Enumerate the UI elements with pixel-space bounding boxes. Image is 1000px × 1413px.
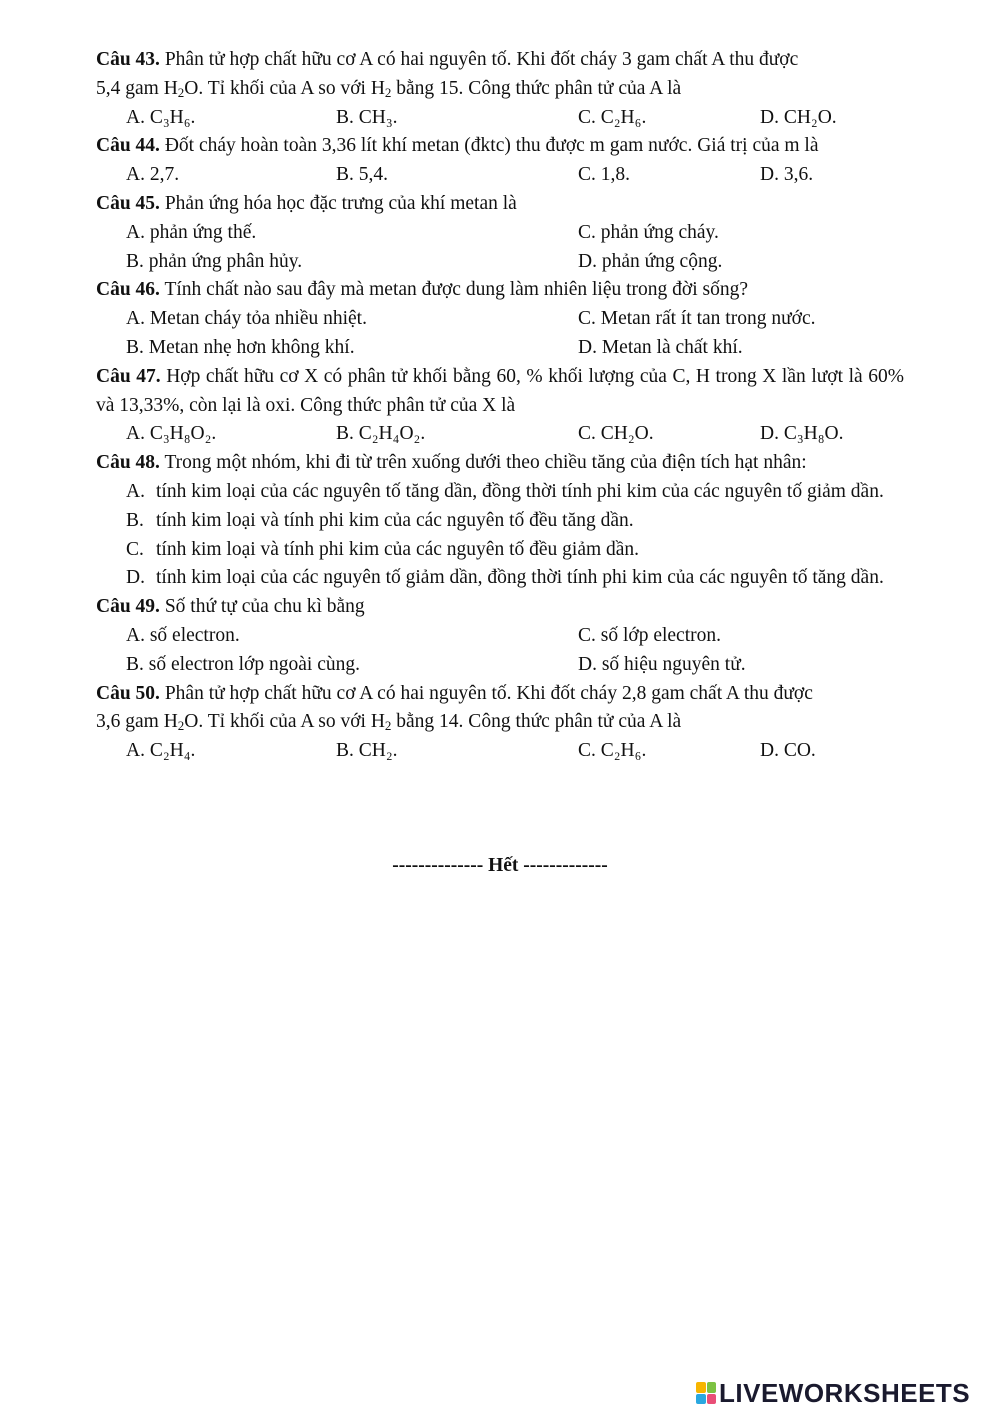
option-b[interactable]: B. 5,4. [336,164,389,186]
question-text: 5,4 gam H [96,77,178,99]
options-row [96,420,904,449]
option-d[interactable]: D. CO. [760,740,816,762]
question-47 [96,363,904,421]
option-d[interactable] [96,564,904,593]
question-number: Câu 48. [96,452,160,474]
option-d[interactable]: D. số hiệu nguyên tử. [578,653,746,675]
question-text: Hợp chất hữu cơ X có phân tử khối bằng 60, % khối lượng của C, H trong X lần lượt là 60% và 13,33%, còn lại là oxi. Công thức phân tử của X là [96,365,904,416]
question-text: bằng 15. Công thức phân tử của A là [391,77,682,99]
question-49 [96,593,904,622]
option-d[interactable]: D. CH₂O. [760,106,837,128]
question-number: Câu 44. [96,135,160,157]
logo-square [696,1382,706,1393]
options-row [96,737,904,766]
options-row [96,219,904,248]
option-c[interactable] [96,536,904,565]
subscript: 2 [384,84,392,100]
option-c[interactable]: C. Metan rất ít tan trong nước. [578,308,816,330]
option-d[interactable]: D. 3,6. [760,164,814,186]
option-a[interactable] [96,478,904,507]
option-label: D. [126,567,145,589]
option-a[interactable]: A. số electron. [126,624,240,646]
question-text: O. Tỉ khối của A so với H [184,711,385,733]
options-row [96,305,904,334]
option-a[interactable]: A. C₂H₄. [126,740,196,762]
option-c[interactable]: C. số lớp electron. [578,624,721,646]
question-50 [96,680,904,738]
question-number: Câu 49. [96,596,160,618]
question-text: Phân tử hợp chất hữu cơ A có hai nguyên tố. Khi đốt cháy 2,8 gam chất A thu được [159,682,813,704]
option-b[interactable]: B. số electron lớp ngoài cùng. [126,653,360,675]
options-row [96,334,904,363]
subscript: 2 [177,84,185,100]
options-row [96,248,904,277]
option-c[interactable]: C. C₂H₆. [578,106,647,128]
option-label: B. [126,509,144,531]
option-b[interactable]: B. Metan nhẹ hơn không khí. [126,336,355,358]
option-label: A. [126,480,145,502]
subscript: 2 [384,718,392,734]
liveworksheets-logo [696,1378,970,1408]
question-text: O. Tỉ khối của A so với H [184,77,385,99]
option-text: tính kim loại của các nguyên tố tăng dần, đồng thời tính phi kim của các nguyên tố giảm dần. [156,480,884,502]
option-a[interactable]: A. 2,7. [126,164,180,186]
option-b[interactable]: B. phản ứng phân hủy. [126,250,303,272]
question-44 [96,132,904,161]
end-marker: -------------- Hết ------------- [392,855,608,876]
subscript: 2 [177,718,185,734]
options-row [96,104,904,133]
option-b[interactable]: B. C₂H₄O₂. [336,423,426,445]
question-text: 3,6 gam H [96,711,178,733]
option-d[interactable]: D. phản ứng cộng. [578,250,723,272]
question-number: Câu 46. [96,279,160,301]
option-text: tính kim loại của các nguyên tố giảm dần, đồng thời tính phi kim của các nguyên tố tăng dần. [156,567,884,589]
option-text: tính kim loại và tính phi kim của các nguyên tố đều giảm dần. [156,538,640,560]
logo-square [696,1394,706,1405]
question-text: Trong một nhóm, khi đi từ trên xuống dưới theo chiều tăng của điện tích hạt nhân: [159,452,807,474]
option-c[interactable]: C. CH₂O. [578,423,654,445]
question-48 [96,449,904,478]
options-row [96,161,904,190]
question-number: Câu 47. [96,365,161,387]
question-text: Phân tử hợp chất hữu cơ A có hai nguyên tố. Khi đốt cháy 3 gam chất A thu được [159,49,799,70]
option-b[interactable]: B. CH₂. [336,740,398,762]
options-row [96,651,904,680]
question-text: Tính chất nào sau đây mà metan được dung làm nhiên liệu trong đời sống? [159,279,749,301]
logo-icon [696,1382,716,1404]
question-43 [96,46,904,104]
question-text: Số thứ tự của chu kì bằng [159,596,365,618]
option-text: tính kim loại và tính phi kim của các nguyên tố đều tăng dần. [156,509,634,531]
worksheet-page [96,46,904,766]
logo-square [707,1394,717,1405]
option-a[interactable]: A. phản ứng thế. [126,221,257,243]
option-a[interactable]: A. C₃H₆. [126,106,196,128]
question-number: Câu 43. [96,49,160,70]
option-a[interactable]: A. C₃H₈O₂. [126,423,217,445]
option-c[interactable]: C. phản ứng cháy. [578,221,719,243]
option-b[interactable] [96,507,904,536]
question-46 [96,276,904,305]
question-text: Đốt cháy hoàn toàn 3,36 lít khí metan (đktc) thu được m gam nước. Giá trị của m là [159,135,819,157]
question-text: bằng 14. Công thức phân tử của A là [391,711,682,733]
logo-square [707,1382,717,1393]
question-text: Phản ứng hóa học đặc trưng của khí metan là [159,192,517,214]
option-label: C. [126,538,144,560]
question-number: Câu 50. [96,682,160,704]
question-number: Câu 45. [96,192,160,214]
option-b[interactable]: B. CH₃. [336,106,398,128]
option-d[interactable]: D. Metan là chất khí. [578,336,743,358]
question-45 [96,190,904,219]
option-d[interactable]: D. C₃H₈O. [760,423,844,445]
options-row [96,622,904,651]
logo-text: LIVEWORKSHEETS [719,1377,971,1408]
option-c[interactable]: C. C₂H₆. [578,740,647,762]
option-c[interactable]: C. 1,8. [578,164,631,186]
option-a[interactable]: A. Metan cháy tỏa nhiều nhiệt. [126,308,367,330]
